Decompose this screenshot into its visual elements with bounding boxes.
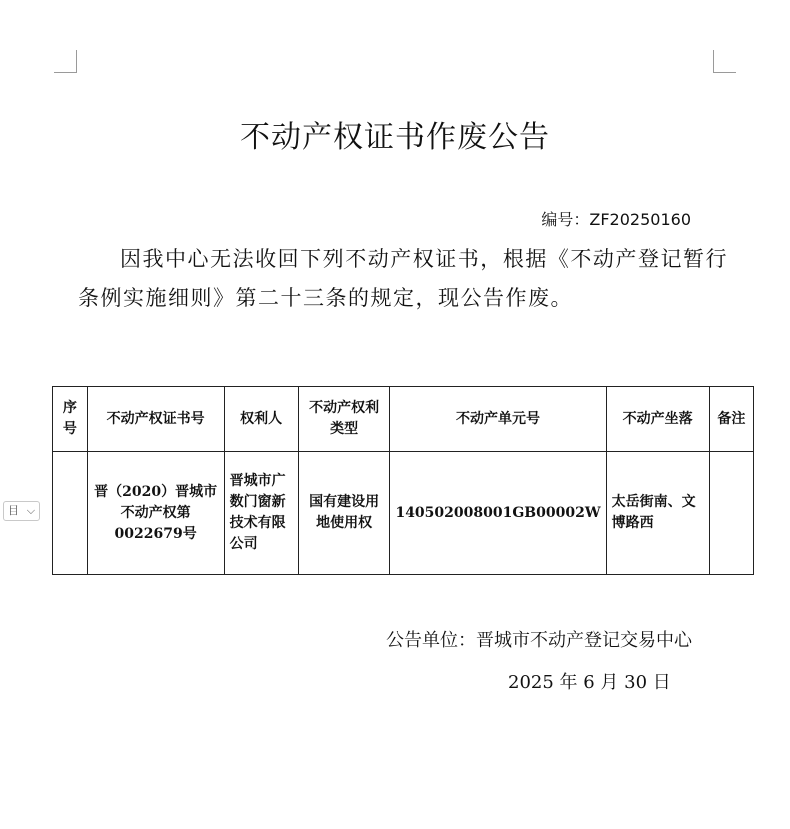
header-owner: 权利人: [224, 387, 298, 452]
announcement-body: 因我中心无法收回下列不动产权证书，根据《不动产登记暂行条例实施细则》第二十三条的规定，现公告作废。: [78, 247, 728, 310]
crop-mark-top-right: [713, 50, 736, 73]
cell-right-type: 国有建设用地使用权: [298, 452, 390, 575]
void-certificate-table: [52, 386, 754, 575]
document-number: 编号：ZF20250160: [541, 210, 691, 229]
issue-date: 2025 年 6 月 30 日: [508, 672, 671, 693]
cell-location: 太岳街南、文博路西: [606, 452, 709, 575]
cell-cert-no: 晋（2020）晋城市不动产权第0022679号: [87, 452, 224, 575]
paragraph-layout-icon: 目: [7, 504, 19, 517]
table-header-row: [53, 387, 754, 452]
cell-seq: [53, 452, 88, 575]
header-location: 不动产坐落: [606, 387, 709, 452]
header-cert-no: 不动产权证书号: [87, 387, 224, 452]
chevron-down-icon: ⌵: [26, 504, 36, 517]
header-unit-no: 不动产单元号: [390, 387, 606, 452]
cell-note: [709, 452, 753, 575]
cell-owner: 晋城市广数门窗新技术有限公司: [224, 452, 298, 575]
header-seq: 序号: [53, 387, 88, 452]
header-right-type: 不动产权利类型: [298, 387, 390, 452]
document-title: 不动产权证书作废公告: [240, 120, 550, 155]
cell-unit-no: 140502008001GB00002W: [390, 452, 606, 575]
paragraph-layout-button[interactable]: [3, 501, 40, 521]
header-note: 备注: [709, 387, 753, 452]
crop-mark-top-left: [54, 50, 77, 73]
table-row: [53, 452, 754, 575]
issuing-unit: 公告单位：晋城市不动产登记交易中心: [386, 630, 692, 651]
